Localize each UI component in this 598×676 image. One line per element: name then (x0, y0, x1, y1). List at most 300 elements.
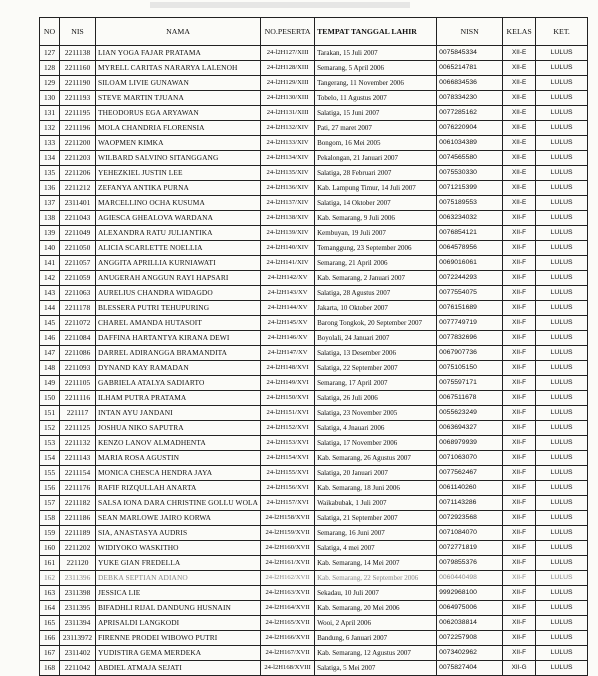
cell-kelas: XII-F (503, 421, 536, 436)
cell-no: 130 (40, 91, 60, 106)
cell-no: 134 (40, 151, 60, 166)
cell-nis: 2211182 (60, 496, 96, 511)
cell-no-peserta: 24-l2H137/XIV (261, 196, 315, 211)
cell-nama: YUDISTIRA GEMA MERDEKA (96, 646, 261, 661)
cell-nis: 2211043 (60, 211, 96, 226)
cell-no: 160 (40, 541, 60, 556)
table-row (40, 106, 588, 121)
cell-nis: 2211059 (60, 271, 96, 286)
cell-nama: RAFIF RIZQULLAH ANARTA (96, 481, 261, 496)
cell-tempat-tanggal-lahir: Barong Tongkok, 20 September 2007 (315, 316, 437, 331)
table-row (40, 541, 588, 556)
cell-no: 144 (40, 301, 60, 316)
cell-nis: 2211189 (60, 526, 96, 541)
cell-no-peserta: 24-l2H158/XVII (261, 511, 315, 526)
cell-ket: LULUS (536, 241, 588, 256)
table-row (40, 631, 588, 646)
cell-no-peserta: 24-l2H153/XVI (261, 436, 315, 451)
cell-kelas: XII-F (503, 481, 536, 496)
cell-nama: WAOPMEN KIMKA (96, 136, 261, 151)
page-header-remnant (150, 2, 410, 8)
cell-nama: ABDIEL ATMAJA SEJATI (96, 661, 261, 676)
cell-nama: MARIA ROSA AGUSTIN (96, 451, 261, 466)
cell-tempat-tanggal-lahir: Wooi, 2 April 2006 (315, 616, 437, 631)
cell-no-peserta: 24-l2H152/XVI (261, 421, 315, 436)
cell-tempat-tanggal-lahir: Tobelo, 11 Agustus 2007 (315, 91, 437, 106)
cell-tempat-tanggal-lahir: Salatiga, 14 Oktober 2007 (315, 196, 437, 211)
table-row (40, 271, 588, 286)
cell-no-peserta: 24-l2H164/XVII (261, 601, 315, 616)
cell-kelas: XII-E (503, 106, 536, 121)
cell-nis: 2311398 (60, 586, 96, 601)
cell-nisn: 0077562467 (437, 466, 503, 481)
cell-no-peserta: 24-l2H150/XVI (261, 391, 315, 406)
cell-ket: LULUS (536, 376, 588, 391)
cell-no-peserta: 24-l2H138/XIV (261, 211, 315, 226)
cell-kelas: XII-F (503, 556, 536, 571)
cell-nis: 2211176 (60, 481, 96, 496)
cell-tempat-tanggal-lahir: Kab. Semarang, 12 Agustus 2007 (315, 646, 437, 661)
cell-no-peserta: 24-l2H154/XVI (261, 451, 315, 466)
cell-tempat-tanggal-lahir: Tarakan, 15 Juli 2007 (315, 46, 437, 61)
cell-kelas: XII-F (503, 376, 536, 391)
cell-no: 168 (40, 661, 60, 676)
table-row (40, 526, 588, 541)
cell-ket: LULUS (536, 196, 588, 211)
table-row (40, 256, 588, 271)
cell-nama: ALICIA SCARLETTE NOELLIA (96, 241, 261, 256)
cell-tempat-tanggal-lahir: Semarang, 16 Juni 2007 (315, 526, 437, 541)
cell-tempat-tanggal-lahir: Kembuyan, 19 Juli 2007 (315, 226, 437, 241)
cell-nisn: 0072771819 (437, 541, 503, 556)
cell-nisn: 0072257908 (437, 631, 503, 646)
cell-nis: 2211049 (60, 226, 96, 241)
cell-ket: LULUS (536, 511, 588, 526)
cell-no-peserta: 24-l2H149/XVI (261, 376, 315, 391)
cell-nama: SILOAM LIVIE GUNAWAN (96, 76, 261, 91)
cell-tempat-tanggal-lahir: Pekalongan, 21 Januari 2007 (315, 151, 437, 166)
cell-no: 137 (40, 196, 60, 211)
cell-kelas: XII-F (503, 406, 536, 421)
cell-nis: 2211196 (60, 121, 96, 136)
cell-tempat-tanggal-lahir: Kab. Lampung Timur, 14 Juli 2007 (315, 181, 437, 196)
cell-ket: LULUS (536, 271, 588, 286)
cell-ket: LULUS (536, 151, 588, 166)
cell-nisn: 0075105150 (437, 361, 503, 376)
cell-nisn: 0071143286 (437, 496, 503, 511)
cell-tempat-tanggal-lahir: Kab. Semarang, 20 Mei 2006 (315, 601, 437, 616)
cell-nama: DARREL ADIRANGGA BRAMANDITA (96, 346, 261, 361)
cell-tempat-tanggal-lahir: Pati, 27 maret 2007 (315, 121, 437, 136)
cell-no: 167 (40, 646, 60, 661)
cell-no: 131 (40, 106, 60, 121)
cell-no: 135 (40, 166, 60, 181)
table-row (40, 586, 588, 601)
cell-no-peserta: 24-l2H128/XIII (261, 61, 315, 76)
cell-kelas: XII-F (503, 286, 536, 301)
cell-nisn: 0071215399 (437, 181, 503, 196)
table-row (40, 571, 588, 586)
cell-nisn: 0072923568 (437, 511, 503, 526)
cell-kelas: XII-F (503, 331, 536, 346)
cell-nama: ANGGITA APRILLIA KURNIAWATI (96, 256, 261, 271)
cell-nisn: 0077832696 (437, 331, 503, 346)
cell-ket: LULUS (536, 76, 588, 91)
table-row (40, 661, 588, 676)
cell-no-peserta: 24-l2H133/XIV (261, 136, 315, 151)
cell-no: 163 (40, 586, 60, 601)
cell-nis: 2211093 (60, 361, 96, 376)
cell-ket: LULUS (536, 421, 588, 436)
cell-tempat-tanggal-lahir: Jakarta, 10 Oktober 2007 (315, 301, 437, 316)
cell-no: 149 (40, 376, 60, 391)
cell-no: 136 (40, 181, 60, 196)
cell-kelas: XII-F (503, 646, 536, 661)
cell-no-peserta: 24-l2H132/XIV (261, 121, 315, 136)
cell-ket: LULUS (536, 331, 588, 346)
cell-kelas: XII-E (503, 61, 536, 76)
cell-nisn: 0077285162 (437, 106, 503, 121)
header-kelas: KELAS (503, 18, 536, 46)
cell-kelas: XII-G (503, 661, 536, 676)
cell-ket: LULUS (536, 226, 588, 241)
cell-nis: 2211063 (60, 286, 96, 301)
cell-nama: BLESSERA PUTRI TEHUPURING (96, 301, 261, 316)
cell-kelas: XII-F (503, 241, 536, 256)
cell-no-peserta: 24-l2H163/XVII (261, 586, 315, 601)
cell-ket: LULUS (536, 616, 588, 631)
cell-tempat-tanggal-lahir: Salatiga, 4 mei 2007 (315, 541, 437, 556)
header-nisn: NISN (437, 18, 503, 46)
cell-ket: LULUS (536, 256, 588, 271)
table-row (40, 466, 588, 481)
table-row (40, 616, 588, 631)
cell-kelas: XII-F (503, 631, 536, 646)
cell-nis: 2211203 (60, 151, 96, 166)
cell-nisn: 0067511678 (437, 391, 503, 406)
cell-no-peserta: 24-l2H139/XIV (261, 226, 315, 241)
cell-nis: 2211057 (60, 256, 96, 271)
cell-nama: MYRELL CARITAS NARARYA LALENOH (96, 61, 261, 76)
cell-no-peserta: 24-l2H162/XVII (261, 571, 315, 586)
cell-nama: INTAN AYU JANDANI (96, 406, 261, 421)
cell-no-peserta: 24-l2H165/XVII (261, 616, 315, 631)
cell-nis: 2211042 (60, 661, 96, 676)
table-row (40, 511, 588, 526)
cell-no: 159 (40, 526, 60, 541)
cell-nama: GABRIELA ATALYA SADIARTO (96, 376, 261, 391)
cell-tempat-tanggal-lahir: Kab. Semarang, 22 September 2006 (315, 571, 437, 586)
cell-nama: YUKE GIAN FREDELLA (96, 556, 261, 571)
cell-no: 152 (40, 421, 60, 436)
cell-nama: ZEFANYA ANTIKA PURNA (96, 181, 261, 196)
cell-nis: 2311401 (60, 196, 96, 211)
cell-no-peserta: 24-l2H160/XVII (261, 541, 315, 556)
cell-no: 166 (40, 631, 60, 646)
cell-ket: LULUS (536, 451, 588, 466)
cell-nis: 2211138 (60, 46, 96, 61)
cell-nis: 2311395 (60, 601, 96, 616)
cell-nis: 2211154 (60, 466, 96, 481)
cell-nama: WIDIYOKO WASKITHO (96, 541, 261, 556)
table-row (40, 406, 588, 421)
table-row (40, 121, 588, 136)
header-no-peserta: NO.PESERTA (261, 18, 315, 46)
cell-no: 140 (40, 241, 60, 256)
cell-nisn: 0075189553 (437, 196, 503, 211)
cell-nisn: 0076220904 (437, 121, 503, 136)
cell-kelas: XII-F (503, 601, 536, 616)
cell-ket: LULUS (536, 106, 588, 121)
cell-nisn: 0066834536 (437, 76, 503, 91)
cell-nama: THEODORUS EGA ARYAWAN (96, 106, 261, 121)
cell-no: 132 (40, 121, 60, 136)
cell-no: 153 (40, 436, 60, 451)
cell-tempat-tanggal-lahir: Salatiga, 5 Mei 2007 (315, 661, 437, 676)
cell-no-peserta: 24-l2H130/XIII (261, 91, 315, 106)
cell-nama: APRISALDI LANGKODI (96, 616, 261, 631)
cell-ket: LULUS (536, 526, 588, 541)
cell-nis: 2211206 (60, 166, 96, 181)
cell-no-peserta: 24-l2H146/XV (261, 331, 315, 346)
table-row (40, 496, 588, 511)
table-header-row (40, 18, 588, 46)
cell-nis: 2211178 (60, 301, 96, 316)
table-row (40, 91, 588, 106)
cell-ket: LULUS (536, 286, 588, 301)
cell-nama: FIRENNE PRODEI WIBOWO PUTRI (96, 631, 261, 646)
cell-nama: AGIESCA GHEALOVA WARDANA (96, 211, 261, 226)
cell-no: 139 (40, 226, 60, 241)
cell-kelas: XII-E (503, 91, 536, 106)
cell-no: 164 (40, 601, 60, 616)
cell-nisn: 0075845334 (437, 46, 503, 61)
cell-kelas: XII-F (503, 346, 536, 361)
cell-nisn: 0076151689 (437, 301, 503, 316)
cell-nisn: 0063694327 (437, 421, 503, 436)
cell-no: 154 (40, 451, 60, 466)
cell-ket: LULUS (536, 436, 588, 451)
cell-tempat-tanggal-lahir: Salatiga, 13 Desember 2006 (315, 346, 437, 361)
cell-no: 127 (40, 46, 60, 61)
table-row (40, 151, 588, 166)
cell-nis: 2211200 (60, 136, 96, 151)
cell-nisn: 0062038814 (437, 616, 503, 631)
cell-ket: LULUS (536, 496, 588, 511)
table-row (40, 556, 588, 571)
cell-kelas: XII-E (503, 151, 536, 166)
table-row (40, 601, 588, 616)
cell-no: 162 (40, 571, 60, 586)
table-row (40, 241, 588, 256)
cell-ket: LULUS (536, 211, 588, 226)
cell-nisn: 0071084070 (437, 526, 503, 541)
cell-nama: STEVE MARTIN TJUANA (96, 91, 261, 106)
table-row (40, 286, 588, 301)
cell-nama: ANUGERAH ANGGUN RAYI HAPSARI (96, 271, 261, 286)
cell-no-peserta: 24-l2H167/XVII (261, 646, 315, 661)
cell-no: 150 (40, 391, 60, 406)
cell-kelas: XII-E (503, 46, 536, 61)
cell-ket: LULUS (536, 466, 588, 481)
cell-kelas: XII-F (503, 226, 536, 241)
cell-nisn: 0068979939 (437, 436, 503, 451)
cell-nama: JOSHUA NIKO SAPUTRA (96, 421, 261, 436)
table-row (40, 346, 588, 361)
cell-nisn: 0075597171 (437, 376, 503, 391)
header-nis: NIS (60, 18, 96, 46)
cell-nis: 2311394 (60, 616, 96, 631)
cell-kelas: XII-E (503, 76, 536, 91)
cell-nis: 221120 (60, 556, 96, 571)
header-tempat-tanggal-lahir: TEMPAT TANGGAL LAHIR (315, 18, 437, 46)
cell-nis: 2211195 (60, 106, 96, 121)
cell-tempat-tanggal-lahir: Bongom, 16 Mei 2005 (315, 136, 437, 151)
cell-nis: 2211116 (60, 391, 96, 406)
cell-kelas: XII-F (503, 451, 536, 466)
cell-nis: 2211072 (60, 316, 96, 331)
table-row (40, 436, 588, 451)
cell-no: 158 (40, 511, 60, 526)
cell-ket: LULUS (536, 346, 588, 361)
cell-no-peserta: 24-l2H155/XVI (261, 466, 315, 481)
cell-no-peserta: 24-l2H135/XIV (261, 166, 315, 181)
cell-nisn: 0077554075 (437, 286, 503, 301)
cell-no-peserta: 24-l2H151/XVI (261, 406, 315, 421)
cell-tempat-tanggal-lahir: Kab. Semarang, 2 Januari 2007 (315, 271, 437, 286)
cell-no: 129 (40, 76, 60, 91)
cell-kelas: XII-F (503, 526, 536, 541)
cell-no: 142 (40, 271, 60, 286)
cell-kelas: XII-F (503, 256, 536, 271)
cell-kelas: XII-F (503, 511, 536, 526)
cell-nama: WILBARD SALVINO SITANGGANG (96, 151, 261, 166)
cell-no-peserta: 24-l2H142/XV (261, 271, 315, 286)
cell-no: 165 (40, 616, 60, 631)
cell-no-peserta: 24-l2H147/XV (261, 346, 315, 361)
cell-kelas: XII-F (503, 436, 536, 451)
cell-tempat-tanggal-lahir: Salatiga, 22 September 2007 (315, 361, 437, 376)
cell-tempat-tanggal-lahir: Bandung, 6 Januari 2007 (315, 631, 437, 646)
cell-ket: LULUS (536, 391, 588, 406)
cell-tempat-tanggal-lahir: Salatiga, 15 Juni 2007 (315, 106, 437, 121)
cell-nis: 2211132 (60, 436, 96, 451)
cell-no: 156 (40, 481, 60, 496)
cell-no: 155 (40, 466, 60, 481)
cell-nis: 2211125 (60, 421, 96, 436)
cell-kelas: XII-F (503, 586, 536, 601)
table-body (40, 46, 588, 676)
cell-nama: MOLA CHANDRIA FLORENSIA (96, 121, 261, 136)
cell-ket: LULUS (536, 121, 588, 136)
cell-no-peserta: 24-l2H157/XVI (261, 496, 315, 511)
cell-nisn: 0064578956 (437, 241, 503, 256)
cell-tempat-tanggal-lahir: Kab. Semarang, 18 Juni 2006 (315, 481, 437, 496)
cell-kelas: XII-F (503, 466, 536, 481)
cell-no-peserta: 24-l2H127/XIII (261, 46, 315, 61)
cell-no: 157 (40, 496, 60, 511)
cell-nis: 23113972 (60, 631, 96, 646)
cell-ket: LULUS (536, 601, 588, 616)
cell-nisn: 0075530330 (437, 166, 503, 181)
cell-nisn: 0077749719 (437, 316, 503, 331)
cell-tempat-tanggal-lahir: Salatiga, 20 Januari 2007 (315, 466, 437, 481)
cell-nisn: 0063234032 (437, 211, 503, 226)
cell-tempat-tanggal-lahir: Salatiga, 28 Agustus 2007 (315, 286, 437, 301)
cell-nis: 2211202 (60, 541, 96, 556)
cell-nisn: 0072244293 (437, 271, 503, 286)
cell-kelas: XII-F (503, 616, 536, 631)
table-row (40, 331, 588, 346)
table-row (40, 226, 588, 241)
table-row (40, 196, 588, 211)
cell-no-peserta: 24-l2H148/XVI (261, 361, 315, 376)
cell-nama: MONICA CHESCA HENDRA JAYA (96, 466, 261, 481)
cell-nisn: 0055623249 (437, 406, 503, 421)
cell-no: 148 (40, 361, 60, 376)
table-row (40, 136, 588, 151)
cell-nama: DYNAND KAY RAMADAN (96, 361, 261, 376)
cell-nis: 2211143 (60, 451, 96, 466)
cell-kelas: XII-F (503, 361, 536, 376)
table-row (40, 76, 588, 91)
cell-nisn: 0067907736 (437, 346, 503, 361)
cell-nama: SIA, ANASTASYA AUDRIS (96, 526, 261, 541)
cell-kelas: XII-E (503, 181, 536, 196)
cell-no-peserta: 24-l2H161/XVII (261, 556, 315, 571)
cell-nis: 2211105 (60, 376, 96, 391)
cell-nama: DEBKA SEPTIAN ADIANO (96, 571, 261, 586)
cell-tempat-tanggal-lahir: Temanggung, 23 September 2006 (315, 241, 437, 256)
cell-tempat-tanggal-lahir: Kab. Semarang, 14 Mei 2007 (315, 556, 437, 571)
cell-kelas: XII-F (503, 301, 536, 316)
cell-no-peserta: 24-l2H143/XV (261, 286, 315, 301)
table-row (40, 646, 588, 661)
cell-nama: SALSA IONA DARA CHRISTINE GOLLU WOLA (96, 496, 261, 511)
cell-nisn: 0061034389 (437, 136, 503, 151)
cell-nis: 2211084 (60, 331, 96, 346)
table-row (40, 301, 588, 316)
cell-kelas: XII-F (503, 496, 536, 511)
cell-nisn: 0073402962 (437, 646, 503, 661)
cell-tempat-tanggal-lahir: Salatiga, 26 Juli 2006 (315, 391, 437, 406)
cell-nisn: 0075827404 (437, 661, 503, 676)
cell-ket: LULUS (536, 406, 588, 421)
cell-ket: LULUS (536, 661, 588, 676)
cell-ket: LULUS (536, 136, 588, 151)
cell-ket: LULUS (536, 571, 588, 586)
cell-no-peserta: 24-l2H145/XV (261, 316, 315, 331)
cell-nama: KENZO LANOV ALMADHENTA (96, 436, 261, 451)
table-row (40, 316, 588, 331)
cell-ket: LULUS (536, 166, 588, 181)
cell-no-peserta: 24-l2H141/XIV (261, 256, 315, 271)
cell-nama: YEHEZKIEL JUSTIN LEE (96, 166, 261, 181)
cell-tempat-tanggal-lahir: Semarang, 21 April 2006 (315, 256, 437, 271)
table-row (40, 211, 588, 226)
cell-ket: LULUS (536, 181, 588, 196)
cell-nama: SEAN MARLOWE JAIRO KORWA (96, 511, 261, 526)
cell-ket: LULUS (536, 481, 588, 496)
cell-no-peserta: 24-l2H144/XV (261, 301, 315, 316)
cell-tempat-tanggal-lahir: Semarang, 17 April 2007 (315, 376, 437, 391)
table-row (40, 61, 588, 76)
cell-nama: JESSICA LIE (96, 586, 261, 601)
cell-nama: LIAN YOGA FAJAR PRATAMA (96, 46, 261, 61)
cell-nis: 2211186 (60, 511, 96, 526)
cell-no: 143 (40, 286, 60, 301)
cell-no: 151 (40, 406, 60, 421)
